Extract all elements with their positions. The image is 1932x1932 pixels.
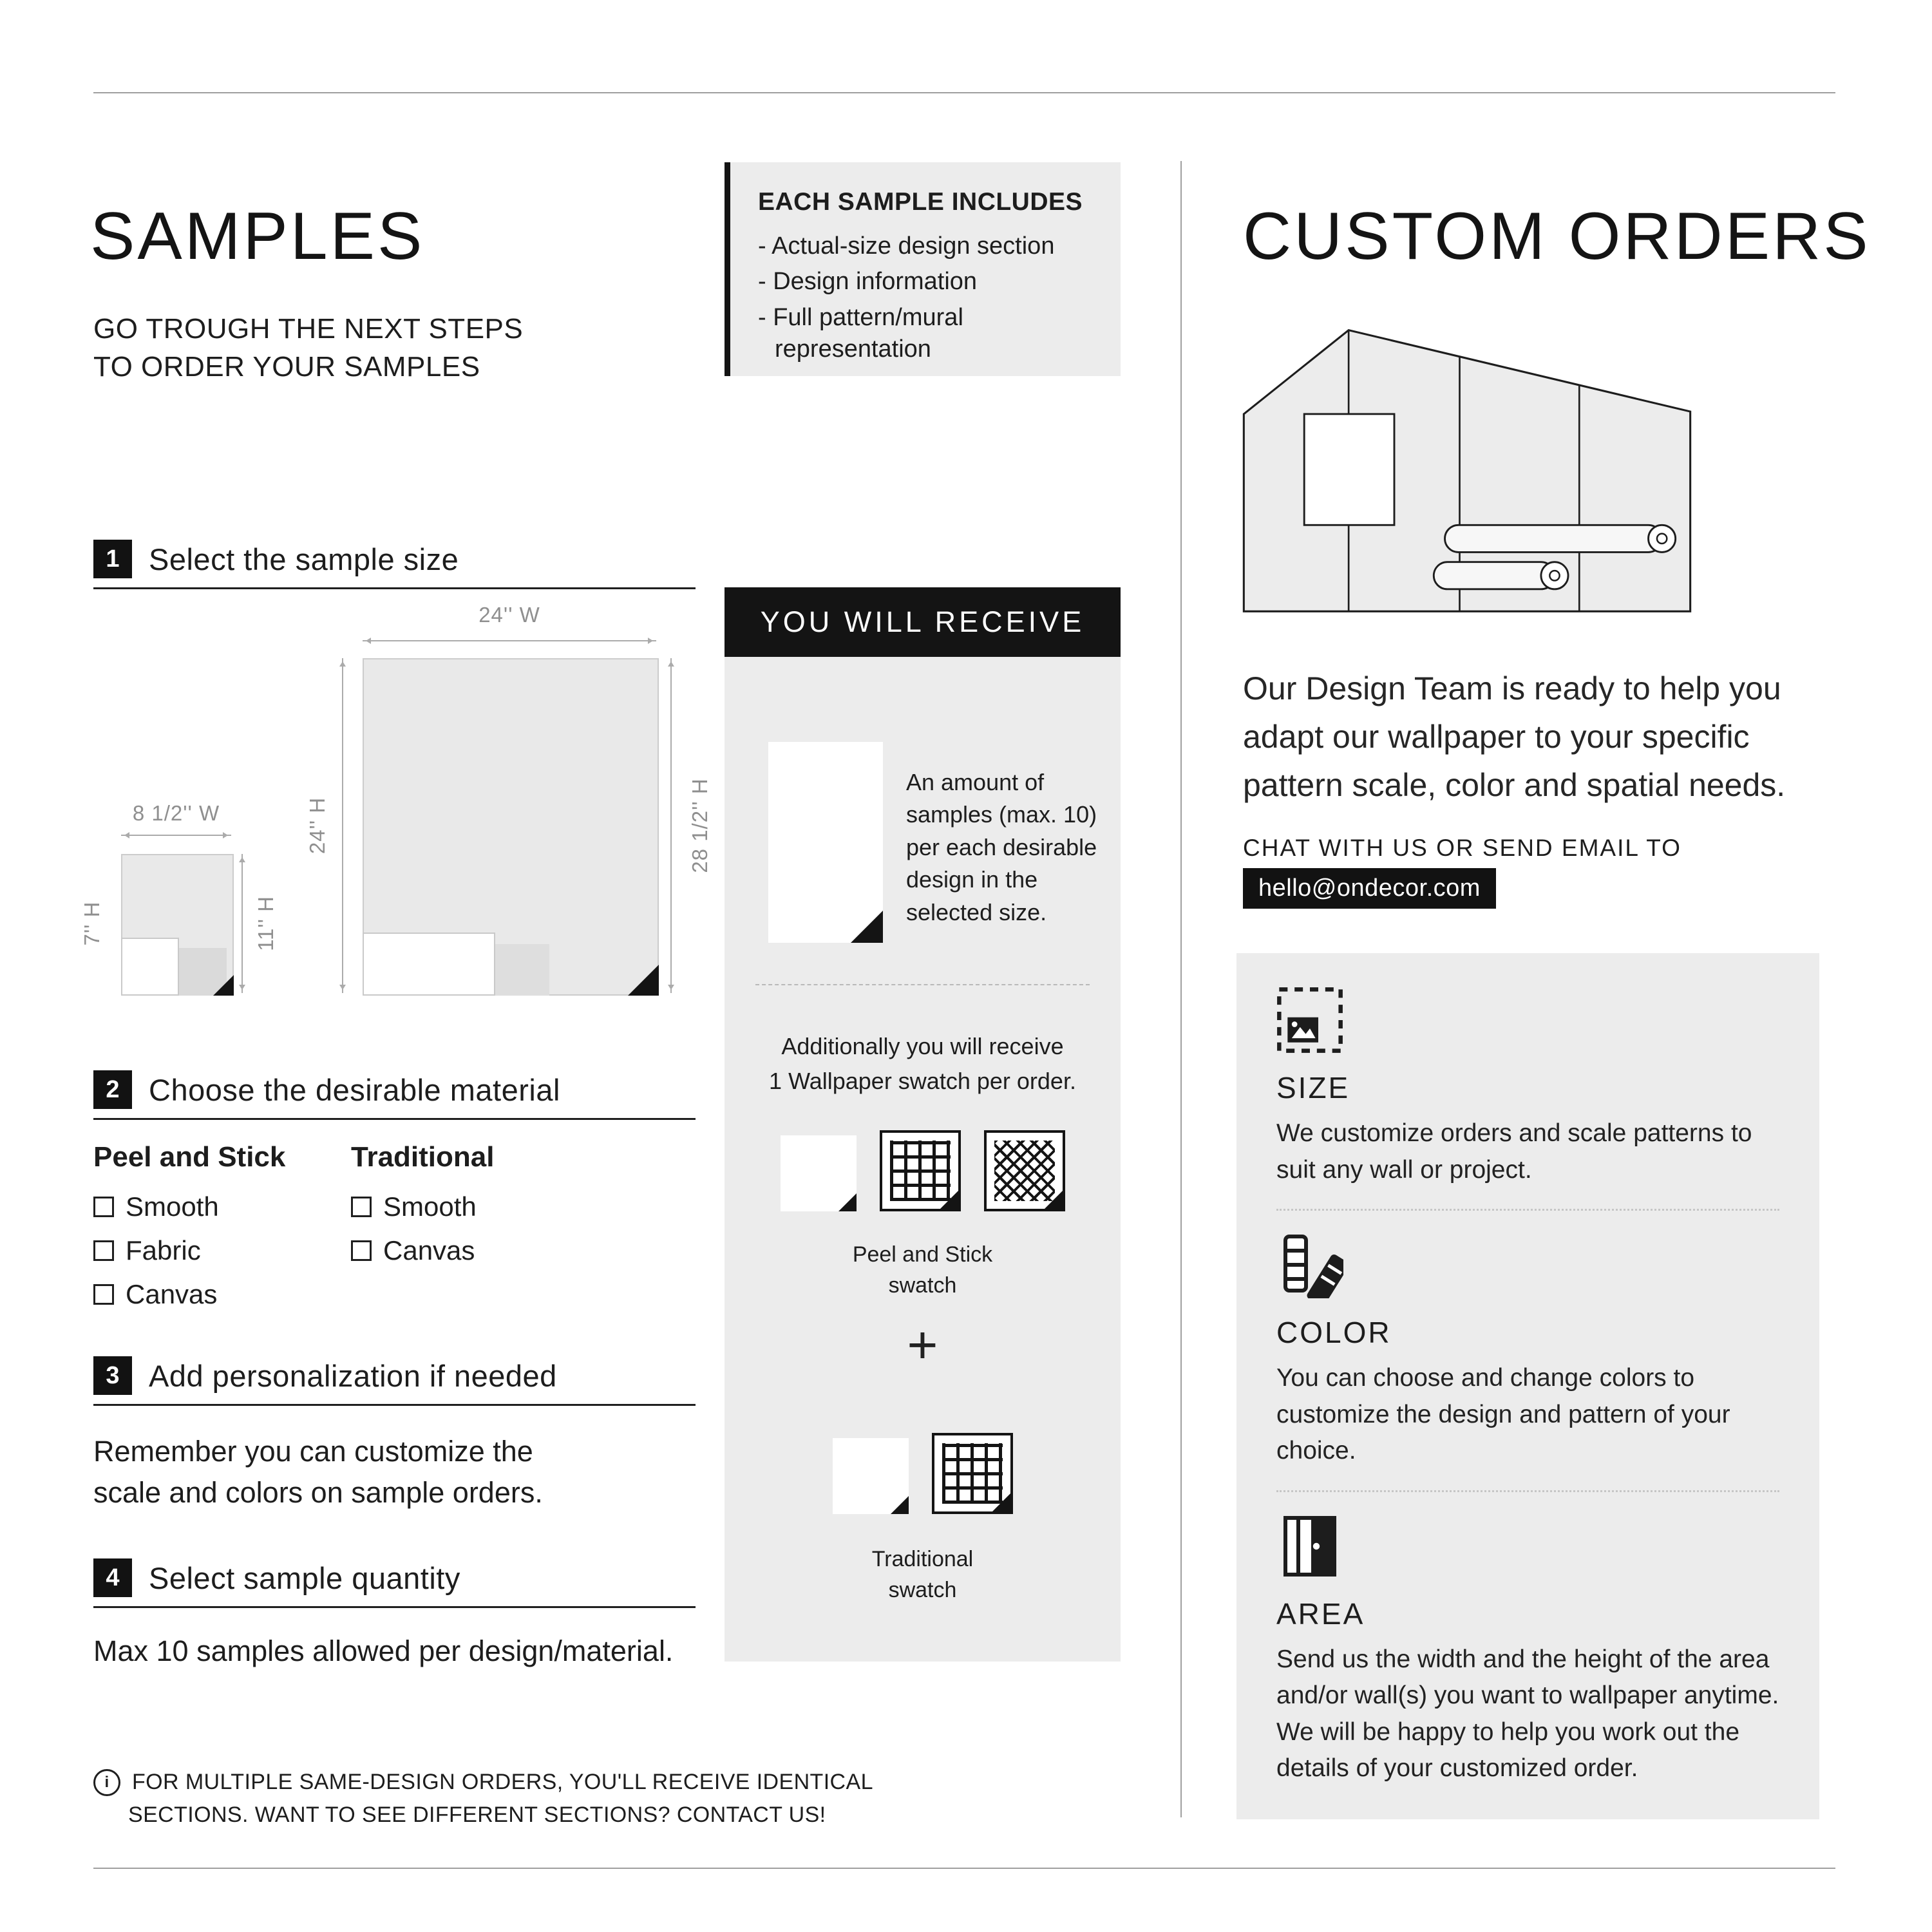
- fold-corner-icon: [213, 975, 234, 996]
- feature-color-title: COLOR: [1276, 1316, 1392, 1350]
- large-left-label: 24'' H: [305, 797, 329, 855]
- step-2-header: [93, 1070, 696, 1120]
- footer-note-line2: SECTIONS. WANT TO SEE DIFFERENT SECTIONS? CONTACT US!: [128, 1803, 826, 1827]
- inner-sheet-white: [363, 933, 495, 996]
- custom-features-panel: [1236, 953, 1819, 1819]
- feature-color-text: You can choose and change colors to customize the design and pattern of your choice.: [1276, 1364, 1730, 1465]
- large-right-label: 28 1/2'' H: [688, 778, 712, 873]
- checkbox-icon[interactable]: [351, 1197, 372, 1217]
- step-3-header: [93, 1356, 696, 1406]
- traditional-swatch-row: [724, 1433, 1121, 1514]
- additional-line2: 1 Wallpaper swatch per order.: [769, 1068, 1076, 1094]
- step-4-badge: 4: [93, 1558, 132, 1597]
- small-width-label: 8 1/2'' W: [132, 801, 220, 825]
- large-width-label: 24'' W: [478, 603, 540, 627]
- dashed-divider: [755, 984, 1090, 985]
- small-right-dim-line: [242, 854, 243, 993]
- step-2-badge: 2: [93, 1070, 132, 1109]
- material-option-ps-smooth[interactable]: [93, 1191, 285, 1222]
- fold-corner-icon: [838, 1193, 857, 1211]
- custom-orders-intro: Our Design Team is ready to help you adapt our wallpaper to your specific pattern scale, color and spatial needs.: [1243, 670, 1786, 803]
- traditional-title: Traditional: [351, 1141, 495, 1173]
- checkbox-icon[interactable]: [93, 1197, 114, 1217]
- footer-note: [93, 1766, 873, 1832]
- feature-area: [1276, 1513, 1779, 1787]
- personalization-note: Remember you can customize the scale and colors on sample orders.: [93, 1435, 543, 1509]
- info-icon: [93, 1769, 120, 1796]
- dotted-divider: [1276, 1490, 1779, 1492]
- material-option-ps-fabric[interactable]: [93, 1235, 285, 1266]
- traditional-column: [351, 1141, 494, 1279]
- samples-intro-line1: GO TROUGH THE NEXT STEPS: [93, 313, 524, 345]
- material-option-trad-smooth[interactable]: [351, 1191, 494, 1222]
- grid-swatch-icon: [932, 1433, 1013, 1514]
- each-sample-includes-box: [724, 162, 1121, 376]
- fold-corner-icon: [628, 965, 659, 996]
- step-1-badge: 1: [93, 540, 132, 578]
- step-3-label: Add personalization if needed: [149, 1358, 557, 1393]
- area-icon: [1276, 1513, 1343, 1580]
- fold-corner-icon: [891, 1496, 909, 1514]
- includes-item: - Actual-size design section: [758, 232, 1055, 260]
- step-4-header: [93, 1558, 696, 1608]
- feature-area-text: Send us the width and the height of the area and/or wall(s) you want to wallpaper anytime. We will be happy to help you work out the details of your customized order.: [1276, 1645, 1779, 1783]
- additional-line1: Additionally you will receive: [781, 1033, 1064, 1059]
- small-sample-sheet: [121, 854, 234, 996]
- footer-note-line1: FOR MULTIPLE SAME-DESIGN ORDERS, YOU'LL RECEIVE IDENTICAL: [132, 1770, 873, 1794]
- plain-swatch-icon: [833, 1438, 909, 1514]
- chat-label: CHAT WITH US OR SEND EMAIL TO: [1243, 835, 1681, 861]
- grid-swatch-icon: [880, 1130, 961, 1211]
- sample-size-diagram: [80, 603, 712, 1021]
- option-label: Fabric: [126, 1235, 201, 1265]
- bottom-rule: [93, 1868, 1835, 1869]
- feature-size: [1276, 987, 1779, 1188]
- fold-corner-icon: [940, 1191, 958, 1209]
- materials: [93, 1141, 696, 1321]
- peel-and-stick-column: [93, 1141, 285, 1323]
- material-option-trad-canvas[interactable]: [351, 1235, 494, 1266]
- fold-corner-icon: [992, 1493, 1010, 1511]
- samples-title: SAMPLES: [90, 198, 425, 274]
- inner-sheet-white: [121, 938, 179, 996]
- sample-sheet-icon: [768, 742, 883, 943]
- feature-color: [1276, 1231, 1779, 1470]
- plus-icon: +: [907, 1316, 938, 1374]
- custom-orders-title: CUSTOM ORDERS: [1243, 198, 1871, 274]
- email-link[interactable]: hello@ondecor.com: [1243, 868, 1496, 909]
- step-4-label: Select sample quantity: [149, 1560, 460, 1595]
- includes-item: - Design information: [758, 268, 978, 296]
- large-left-dim-line: [342, 658, 343, 993]
- option-label: Smooth: [126, 1191, 219, 1222]
- option-label: Canvas: [383, 1235, 475, 1265]
- traditional-swatch-caption: Traditional swatch: [871, 1547, 974, 1602]
- material-option-ps-canvas[interactable]: [93, 1279, 285, 1310]
- size-icon: [1276, 987, 1343, 1054]
- column-divider: [1180, 161, 1182, 1817]
- plain-swatch-icon: [781, 1135, 857, 1211]
- step-3-badge: 3: [93, 1356, 132, 1395]
- quantity-note: Max 10 samples allowed per design/material.: [93, 1634, 674, 1667]
- large-sample-sheet: [363, 658, 659, 996]
- samples-amount-text: An amount of samples (max. 10) per each desirable design in the selected size.: [906, 769, 1097, 925]
- includes-title: EACH SAMPLE INCLUDES: [758, 188, 1083, 216]
- inner-sheet-gray: [495, 944, 549, 996]
- additional-text: [724, 1029, 1121, 1099]
- large-right-dim-line: [670, 658, 672, 993]
- includes-item: - Full pattern/mural representation: [758, 303, 963, 363]
- large-width-dim-line: [363, 640, 656, 641]
- samples-intro: [93, 310, 523, 386]
- you-will-receive-header: YOU WILL RECEIVE: [724, 587, 1121, 657]
- top-rule: [93, 92, 1835, 93]
- feature-size-title: SIZE: [1276, 1071, 1350, 1104]
- crosshatch-swatch-icon: [984, 1130, 1065, 1211]
- checkbox-icon[interactable]: [93, 1240, 114, 1261]
- feature-size-text: We customize orders and scale patterns to suit any wall or project.: [1276, 1119, 1752, 1184]
- step-1-label: Select the sample size: [149, 542, 459, 576]
- includes-accent-bar: [724, 162, 730, 376]
- color-icon: [1276, 1231, 1343, 1298]
- peel-and-stick-swatch-row: [724, 1130, 1121, 1211]
- fold-corner-icon: [1045, 1191, 1063, 1209]
- samples-intro-line2: TO ORDER YOUR SAMPLES: [93, 350, 480, 383]
- you-will-receive-panel: [724, 657, 1121, 1662]
- small-right-label: 11'' H: [254, 896, 278, 951]
- peel-and-stick-swatch-caption: Peel and Stick swatch: [852, 1242, 993, 1298]
- info-glyph: i: [104, 1773, 109, 1791]
- option-label: Canvas: [126, 1279, 218, 1309]
- checkbox-icon[interactable]: [93, 1284, 114, 1305]
- feature-area-title: AREA: [1276, 1596, 1365, 1631]
- peel-and-stick-title: Peel and Stick: [93, 1141, 286, 1173]
- step-1-header: [93, 540, 696, 589]
- checkbox-icon[interactable]: [351, 1240, 372, 1261]
- dotted-divider: [1276, 1209, 1779, 1211]
- fold-corner-icon: [851, 911, 883, 943]
- wallpaper-wall-illustration: [1240, 325, 1694, 616]
- step-2-label: Choose the desirable material: [149, 1072, 560, 1107]
- small-left-label: 7'' H: [80, 901, 104, 946]
- small-width-dim-line: [121, 835, 231, 836]
- option-label: Smooth: [383, 1191, 477, 1222]
